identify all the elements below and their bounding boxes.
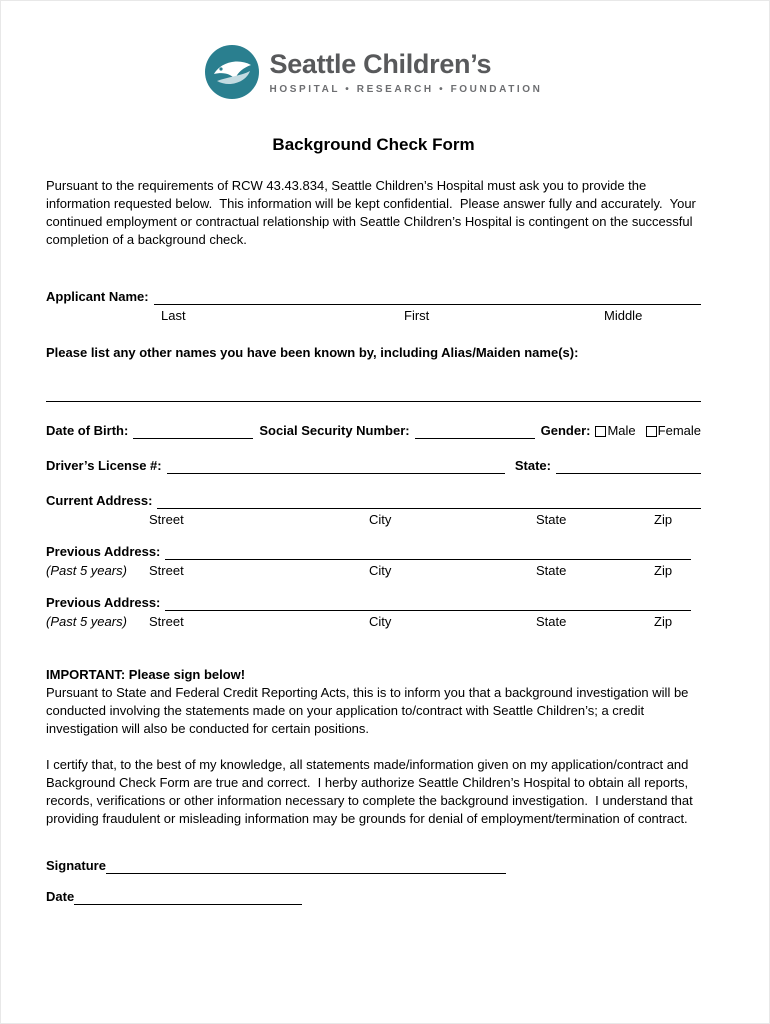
gender-label: Gender: [540,423,591,438]
drivers-license-row [46,458,701,474]
dob-label: Date of Birth: [46,423,129,438]
sublabel-middle: Middle [604,308,643,323]
date-row [46,889,701,905]
past-5-years-note: (Past 5 years) [46,614,127,629]
drivers-license-label: Driver’s License #: [46,458,162,473]
sublabel-city: City [369,512,392,527]
applicant-name-row [46,289,701,305]
other-names-label: Please list any other names you have been known by, including Alias/Maiden name(s): [46,345,579,360]
signature-label: Signature [46,858,106,873]
sublabel-street: Street [149,512,184,527]
other-names-row [46,388,701,402]
sublabel-zip: Zip [654,512,673,527]
logo-text [270,49,543,95]
current-address-line[interactable] [157,495,701,509]
previous-address-1-sublabels [46,561,701,579]
brand-tagline: HOSPITAL • RESEARCH • FOUNDATION [269,84,543,95]
ssn-line[interactable] [415,425,535,439]
applicant-name-sublabels [46,306,701,324]
previous-address-2-row [46,595,701,611]
applicant-name-label: Applicant Name: [46,289,149,304]
previous-address-2-line[interactable] [165,597,691,611]
logo-header [205,45,543,99]
license-state-line[interactable] [556,460,701,474]
sublabel-zip: Zip [654,563,673,578]
gender-male-checkbox[interactable] [595,426,606,437]
current-address-sublabels [46,510,701,528]
sublabel-zip: Zip [654,614,673,629]
dob-line[interactable] [133,425,253,439]
applicant-name-line[interactable] [154,291,701,305]
important-heading: IMPORTANT: Please sign below! [46,667,246,682]
sublabel-street: Street [149,614,184,629]
previous-address-1-label: Previous Address: [46,544,161,559]
signature-row [46,858,701,874]
sublabel-state: State [536,614,567,629]
gender-female-label: Female [657,423,702,438]
sublabel-last: Last [161,308,186,323]
gender-male-label: Male [607,423,636,438]
sublabel-first: First [404,308,430,323]
current-address-row [46,493,701,509]
other-names-line[interactable] [46,388,701,402]
sublabel-state: State [536,512,567,527]
past-5-years-note: (Past 5 years) [46,563,127,578]
sublabel-state: State [536,563,567,578]
previous-address-1-line[interactable] [165,546,691,560]
current-address-label: Current Address: [46,493,153,508]
previous-address-1-row [46,544,701,560]
ssn-label: Social Security Number: [259,423,410,438]
license-state-label: State: [514,458,551,473]
sublabel-city: City [369,563,392,578]
notice-paragraph: Pursuant to State and Federal Credit Reporting Acts, this is to inform you that a background investigation will be conducted involving the statements made on your application to/contract with Seattle Children’s; a credit investigation will also be conducted for certain positions. [46,685,693,736]
previous-address-2-sublabels [46,612,701,630]
personal-info-row [46,423,701,439]
brand-name: Seattle Children’s [269,49,492,79]
previous-address-2-label: Previous Address: [46,595,161,610]
seattle-childrens-logo-icon [205,45,259,99]
sublabel-city: City [369,614,392,629]
signature-line[interactable] [106,860,506,874]
intro-paragraph: Pursuant to the requirements of RCW 43.43.834, Seattle Children’s Hospital must ask you to provide the information requested below. This information will be kept confidential. Please answer fully and accurately. Your continued employment or contractual relationship with Seattle Children’s Hospital is contingent on the successful completion of a background check. [46,178,700,247]
form-title: Background Check Form [272,135,475,154]
certification-paragraph: I certify that, to the best of my knowledge, all statements made/information given on my application/contract and Background Check Form are true and correct. I herby authorize Seattle Children’s Hospital to obtain all reports, records, verifications or other information necessary to complete the background investigation. I understand that providing fraudulent or misleading information may be grounds for denial of employment/termination of contract. [46,757,697,826]
gender-female-checkbox[interactable] [646,426,657,437]
sublabel-street: Street [149,563,184,578]
date-label: Date [46,889,75,904]
date-line[interactable] [74,891,302,905]
drivers-license-line[interactable] [167,460,505,474]
